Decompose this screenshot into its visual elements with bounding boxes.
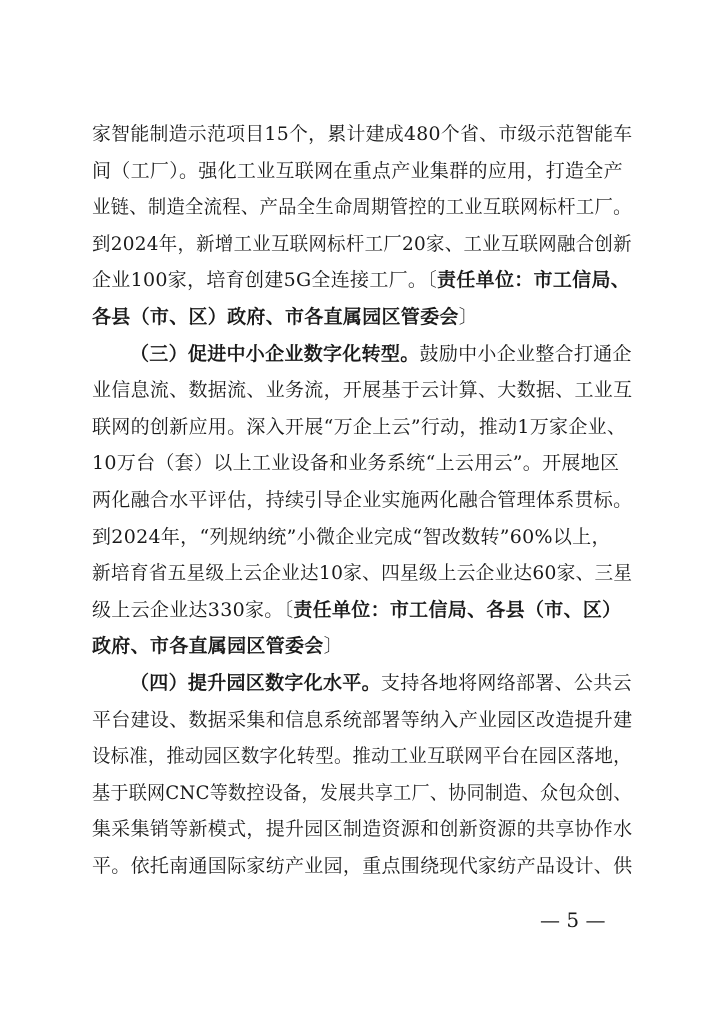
text-line xyxy=(92,299,632,335)
text-segment: 平台建设、数据采集和信息系统部署等纳入产业园区改造提升建 xyxy=(92,708,633,731)
text-line xyxy=(92,519,632,555)
text-segment: 间（工厂）。强化工业互联网在重点产业集群的应用，打造全产 xyxy=(92,159,623,182)
bold-text-segment: 责任单位：市工信局、各县（市、区） xyxy=(293,598,622,621)
text-line xyxy=(92,775,632,811)
text-segment: 设标准，推动园区数字化转型。推动工业互联网平台在园区落地， xyxy=(92,745,632,768)
text-segment: 10万台（套）以上工业设备和业务系统“上云用云”。开展地区 xyxy=(92,452,620,475)
page-number: — 5 — xyxy=(540,908,606,932)
text-segment: 到2024年，新增工业互联网标杆工厂20家、工业互联网融合创新 xyxy=(92,232,632,255)
bold-text-segment: 责任单位：市工信局、 xyxy=(437,269,631,292)
text-line xyxy=(92,555,633,591)
text-segment: 〕 xyxy=(323,635,343,658)
bold-text-segment: （三）促进中小企业数字化转型。 xyxy=(130,342,420,365)
text-segment: 平。依托南通国际家纺产业园，重点围绕现代家纺产品设计、供 xyxy=(92,855,633,877)
text-line xyxy=(92,738,632,774)
text-segment: 业信息流、数据流、业务流，开展基于云计算、大数据、工业互 xyxy=(92,379,633,402)
text-line xyxy=(92,445,632,481)
text-line xyxy=(92,226,632,262)
text-segment: 新培育省五星级上云企业达10家、四星级上云企业达60家、三星 xyxy=(92,562,633,585)
text-segment: 家智能制造示范项目15个，累计建成480个省、市级示范智能车 xyxy=(92,123,633,145)
text-segment: 到2024年，“列规纳统”小微企业完成“智改数转”60%以上， xyxy=(92,525,611,548)
bold-text-segment: （四）提升园区数字化水平。 xyxy=(130,672,381,694)
text-line xyxy=(92,189,632,225)
text-line xyxy=(92,702,632,738)
text-segment: 业链、制造全流程、产品全生命周期管控的工业互联网标杆工厂。 xyxy=(92,196,632,219)
text-line xyxy=(92,262,632,298)
text-line xyxy=(130,665,632,701)
text-line xyxy=(92,592,632,628)
text-line xyxy=(92,482,632,518)
text-segment: 支持各地将网络部署、公共云 xyxy=(380,672,632,694)
text-line xyxy=(92,811,632,847)
text-line xyxy=(130,336,632,372)
text-line xyxy=(92,153,632,189)
text-line xyxy=(92,116,633,152)
text-segment: 基于联网CNC等数控设备，发展共享工厂、协同制造、众包众创、 xyxy=(92,781,632,804)
text-line xyxy=(92,409,632,445)
text-segment: 联网的创新应用。深入开展“万企上云”行动，推动1万家企业、 xyxy=(92,415,627,438)
text-segment: 两化融合水平评估，持续引导企业实施两化融合管理体系贯标。 xyxy=(92,489,633,511)
text-segment: 〕 xyxy=(458,306,479,328)
text-line xyxy=(92,848,632,884)
text-segment: 鼓励中小企业整合打通企 xyxy=(419,342,632,365)
text-segment: 级上云企业达330家。〔 xyxy=(92,598,294,621)
bold-text-segment: 各县（市、区）政府、市各直属园区管委会 xyxy=(92,306,459,328)
text-segment: 集采集销等新模式，提升园区制造资源和创新资源的共享协作水 xyxy=(92,818,633,841)
text-line xyxy=(92,372,632,408)
text-segment: 企业100家，培育创建5G全连接工厂。〔 xyxy=(92,269,438,292)
bold-text-segment: 政府、市各直属园区管委会 xyxy=(92,635,324,658)
text-line xyxy=(92,628,632,664)
